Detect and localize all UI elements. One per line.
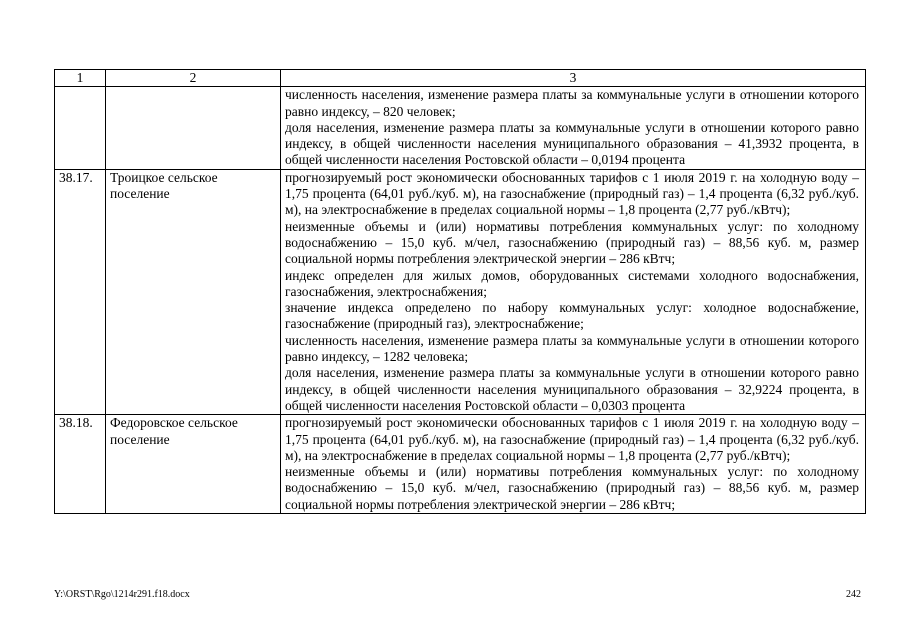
row-number [55,87,106,169]
table-row [55,169,866,414]
detail-paragraph: неизменные объемы и (или) нормативы потребления коммунальных услуг: по холодному водоснабжению – 15,0 куб. м/чел, газоснабжению (природный газ) – 88,56 куб. м, размер социальной нормы потребления электрической энергии – 286 кВтч; [285,464,859,512]
column-header-1: 1 [55,70,106,87]
table-row [55,415,866,514]
footer-file-path: Y:\ORST\Rgo\1214r291.f18.docx [54,589,190,600]
detail-paragraph: доля населения, изменение размера платы за коммунальные услуги в отношении которого равно индексу, в общей численности населения муниципального образования – 41,3932 процента, в общей численности населения Ростовской области – 0,0194 процента [285,119,859,168]
footer-page-number: 242 [846,589,861,600]
detail-paragraph: прогнозируемый рост экономически обоснованных тарифов с 1 июля 2019 г. на холодную воду – 1,75 процента (64,01 руб./куб. м), на газоснабжение (природный газ) – 1,4 процента (6,32 руб./куб. м), на электроснабжение в пределах социальной нормы – 1,8 процента (2,77 руб./кВтч); [285,415,859,463]
table-row [55,87,866,169]
row-details [281,415,866,514]
header-row [55,70,866,87]
settlement-name: Федоровское сельское поселение [106,415,281,514]
tariff-table [54,69,866,514]
row-details [281,169,866,414]
detail-paragraph: численность населения, изменение размера платы за коммунальные услуги в отношении которого равно индексу, – 820 человек; [285,87,859,119]
row-details [281,87,866,169]
settlement-name: Троицкое сельское поселение [106,169,281,414]
detail-paragraph: неизменные объемы и (или) нормативы потребления коммунальных услуг: по холодному водоснабжению – 15,0 куб. м/чел, газоснабжению (природный газ) – 88,56 куб. м, размер социальной нормы потребления электрической энергии – 286 кВтч; [285,218,859,267]
row-number: 38.17. [55,169,106,414]
detail-paragraph: доля населения, изменение размера платы за коммунальные услуги в отношении которого равно индексу, в общей численности населения муниципального образования – 32,9224 процента, в общей численности населения Ростовской области – 0,0303 процента [285,365,859,413]
detail-paragraph: прогнозируемый рост экономически обоснованных тарифов с 1 июля 2019 г. на холодную воду – 1,75 процента (64,01 руб./куб. м), на газоснабжение (природный газ) – 1,4 процента (6,32 руб./куб. м), на электроснабжение в пределах социальной нормы – 1,8 процента (2,77 руб./кВтч); [285,169,859,218]
column-header-3: 3 [281,70,866,87]
detail-paragraph: индекс определен для жилых домов, оборудованных системами холодного водоснабжения, газоснабжения, электроснабжения; [285,267,859,299]
detail-paragraph: значение индекса определено по набору коммунальных услуг: холодное водоснабжение, газоснабжение (природный газ), электроснабжение; [285,300,859,332]
detail-paragraph: численность населения, изменение размера платы за коммунальные услуги в отношении которого равно индексу, – 1282 человека; [285,332,859,365]
row-number: 38.18. [55,415,106,514]
settlement-name [106,87,281,169]
column-header-2: 2 [106,70,281,87]
